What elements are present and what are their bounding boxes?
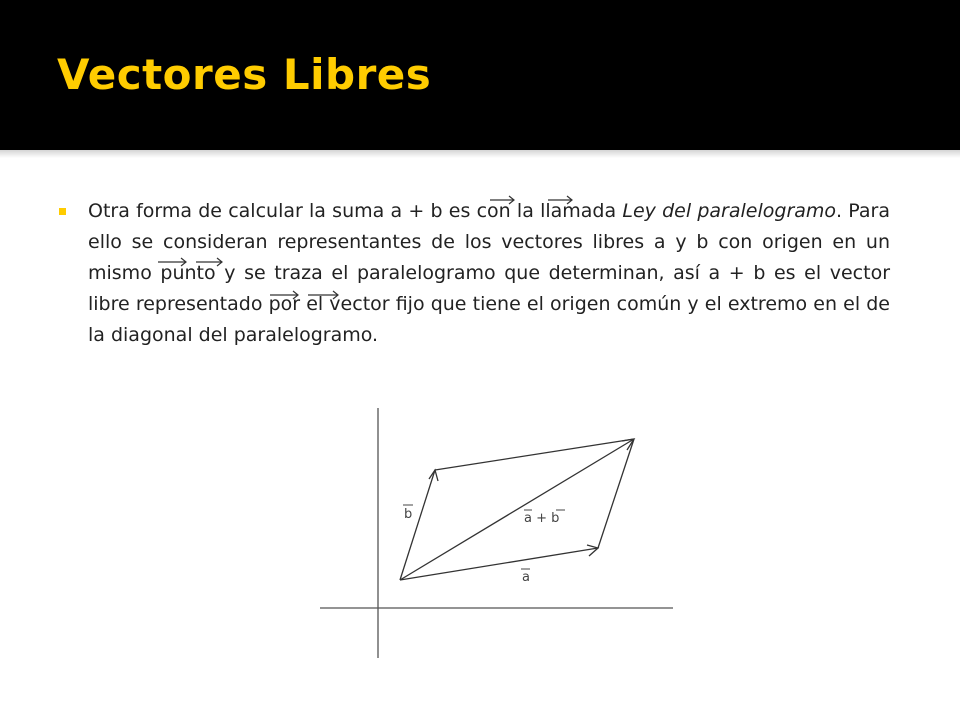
title-divider [0, 150, 960, 158]
side-right [598, 439, 634, 548]
slide-title: Vectores Libres [57, 50, 432, 99]
vector-b-line [400, 470, 435, 580]
vector-a-arrowhead [587, 545, 598, 556]
bullet-text-emphasis: Ley del paralelogramo [622, 200, 837, 222]
slide-content [0, 158, 960, 720]
label-b: b [404, 507, 413, 522]
label-a: a [522, 570, 530, 585]
bullet-text-part1: Otra forma de calcular la suma a + b es con la llamada [88, 200, 623, 222]
bullet-text-part2: . Para ello se consideran representantes de los vectores libres a y b con origen en un mismo punto y se traza el paralelogramo que determinan, así a + b es el vector libre representado por el vector fijo que tiene el origen común y el extremo en el de la diagonal del paralelogramo. [88, 200, 890, 346]
title-bar [0, 0, 960, 150]
diagonal-sum-line [400, 439, 634, 580]
bullet-square-icon [59, 208, 66, 215]
vector-a-line [400, 548, 598, 580]
side-top [435, 439, 634, 470]
label-sum: a + b [524, 511, 560, 526]
parallelogram-figure [318, 406, 682, 676]
bullet-text [88, 196, 890, 351]
